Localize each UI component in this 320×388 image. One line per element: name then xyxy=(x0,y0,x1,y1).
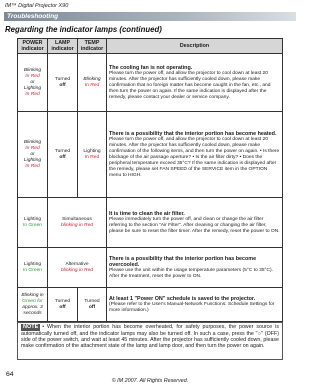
state-color-text: In Red xyxy=(25,163,40,169)
state-text: Lighting xyxy=(23,85,42,91)
power-indicator-cell xyxy=(18,54,48,112)
lamp-indicator-cell xyxy=(48,288,78,322)
description-body: Please turn the power off, and allow the projector to cool down at least 20 minutes. After the projector has sufficiently cooled down, please make confirmation that no foreign matter has become caught in the fan, etc., and then turn the power on again. If the same indication is displayed after the remedy, please contact your dealer or service company. xyxy=(109,71,271,101)
state-text: off xyxy=(59,154,66,160)
description-body: (Please refer to the User's Manual-Network Functions: Schedule Settings for more information.) xyxy=(109,302,275,314)
state-text: Simultaneous xyxy=(62,216,92,222)
header-temp: TEMP indicator xyxy=(78,39,107,54)
note-box xyxy=(17,322,283,360)
state-color-text: In Red xyxy=(25,91,40,97)
state-text: Blinking xyxy=(23,139,42,145)
state-text: or xyxy=(30,79,35,85)
state-text: or xyxy=(30,151,35,157)
state-color-text: Green for xyxy=(22,298,43,304)
state-text: Lighting xyxy=(23,261,42,267)
state-text: Turned xyxy=(54,76,71,82)
page-heading: Regarding the indicator lamps (continued) xyxy=(5,25,162,34)
state-text: Turned xyxy=(54,298,71,304)
page-number: 64 xyxy=(6,371,14,378)
description-title: There is a possibility that the interior portion has become overcooled. xyxy=(109,255,257,268)
state-text: off xyxy=(88,304,96,310)
power-indicator-cell xyxy=(18,112,48,198)
state-text: seconds xyxy=(23,310,42,316)
state-text: Blinking in xyxy=(21,292,44,298)
description-cell xyxy=(107,54,283,112)
state-color-text: blinking in Red xyxy=(60,222,94,228)
indicator-table xyxy=(17,38,283,322)
state-text: Alternative xyxy=(65,261,89,267)
state-text: Lighting xyxy=(23,216,42,222)
table-row xyxy=(18,112,283,198)
description-body: Please immediately turn the power off, and clean or change the air filter referring to the section "Air Filter". After cleaning or changing the air filter, please be sure to reset the filter timer. After the remedy, reset the power to ON. xyxy=(109,217,280,235)
state-color-text: In Red xyxy=(25,145,40,151)
table-row xyxy=(18,54,283,112)
temp-indicator-cell xyxy=(78,54,107,112)
table-header-row xyxy=(18,39,283,54)
description-title: There is a possibility that the interior portion has become heated. xyxy=(109,130,277,137)
power-indicator-cell xyxy=(18,288,48,322)
table-row xyxy=(18,288,283,322)
description-title: It is time to clean the air filter. xyxy=(109,210,185,217)
description-title: The cooling fan is not operating. xyxy=(109,64,193,71)
header-description: Description xyxy=(107,39,283,54)
table-row xyxy=(18,198,283,248)
state-text: Lighting xyxy=(23,157,42,163)
lamp-temp-indicator-cell xyxy=(48,248,107,288)
state-text: Turned xyxy=(54,148,71,154)
section-banner xyxy=(4,12,296,21)
description-cell xyxy=(107,198,283,248)
lamp-temp-indicator-cell xyxy=(48,198,107,248)
table-row xyxy=(18,248,283,288)
state-text: off xyxy=(59,304,66,310)
temp-indicator-cell xyxy=(78,112,107,198)
state-text: Lighting xyxy=(83,148,101,154)
lamp-indicator-cell xyxy=(48,112,78,198)
description-cell xyxy=(107,288,283,322)
state-color-text: In Red xyxy=(84,82,100,88)
section-title: Troubleshooting xyxy=(7,13,59,20)
note-label: NOTE xyxy=(23,324,39,330)
state-text: approx. 3 xyxy=(22,304,43,310)
lamp-indicator-cell xyxy=(48,54,78,112)
state-color-text: blinking in Red xyxy=(60,267,94,273)
description-cell xyxy=(107,112,283,198)
state-text: Turned xyxy=(84,298,100,304)
state-color-text: In Green xyxy=(22,267,43,273)
description-cell xyxy=(107,248,283,288)
power-indicator-cell xyxy=(18,248,48,288)
state-text: off xyxy=(59,82,66,88)
header-lamp: LAMP indicator xyxy=(48,39,78,54)
state-color-text: In Red xyxy=(84,154,100,160)
state-color-text: In Green xyxy=(22,222,43,228)
state-text: Blinking xyxy=(83,76,101,82)
state-color-text: In Red xyxy=(25,73,40,79)
note-text: • When the interior portion has become overheated, for safety purposes, the power source is automatically turned off, and the indicator lamps may also be turned off. In such a case, press the "○" (OFF) side of the power switch, and wait at least 45 minutes. After the projector has sufficiently cooled down, please make confirmation of the attachment state of the lamp and lamp door, and then turn the power on again. xyxy=(21,324,279,350)
state-text: Blinking xyxy=(23,67,42,73)
product-title: IM™ Digital Projector X90 xyxy=(5,3,69,9)
power-indicator-cell xyxy=(18,198,48,248)
header-power: POWER indicator xyxy=(18,39,48,54)
temp-indicator-cell xyxy=(78,288,107,322)
copyright-text: © IM 2007. All Rights Reserved. xyxy=(111,378,189,384)
description-title: At least 1 "Power ON" schedule is saved to the projector. xyxy=(109,295,256,302)
description-body: Please turn the power off, and allow the projector to cool down at least 20 minutes. After the projector has sufficiently cooled down, please make confirmation of the following items, and then turn the power on again. • Is there blockage of the air passage aperture? • Is the air filter dirty? • Does the peripheral temperature exceed 35°C? If the same indication is displayed after the remedy, please set FAN SPEED of the SERVICE item in the OPTION menu to HIGH. xyxy=(109,137,280,179)
description-body: Please use the unit within the usage temperature parameters (5°C to 35°C). After the treatment, reset the power to ON. xyxy=(109,268,274,280)
